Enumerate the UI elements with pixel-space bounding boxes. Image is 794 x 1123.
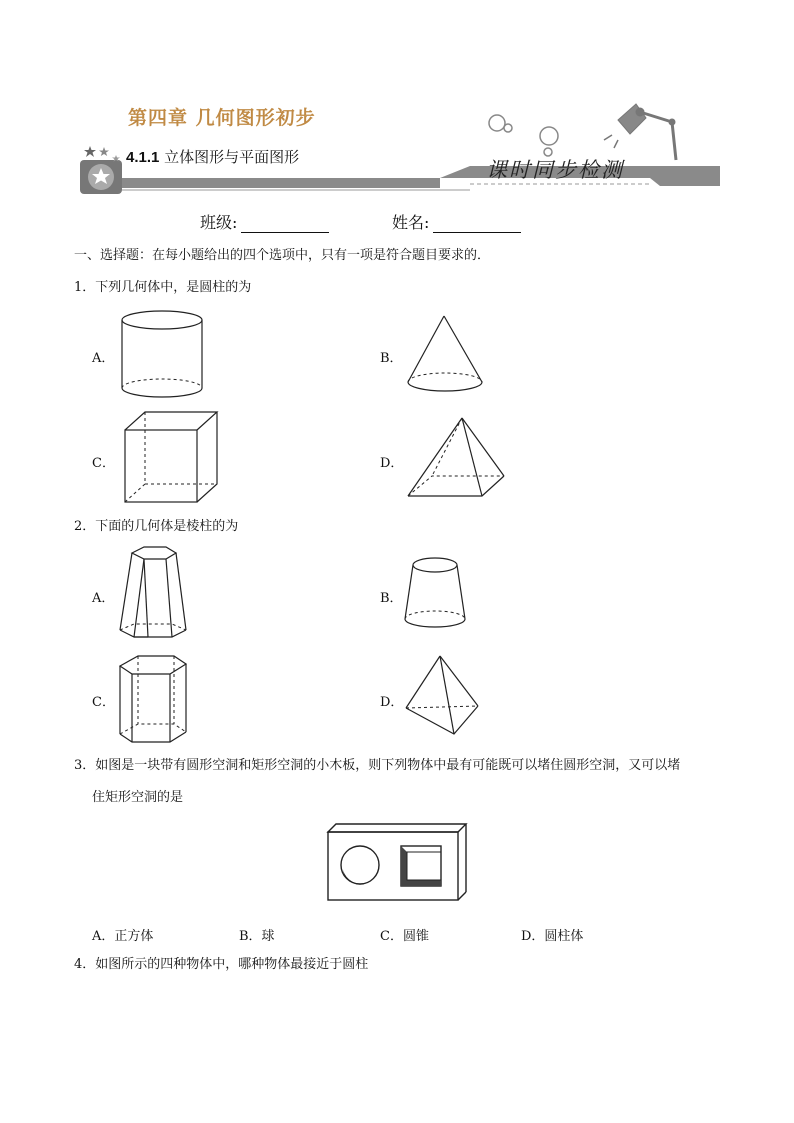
q1-option-b-label[interactable]: B． xyxy=(380,351,403,366)
desk-lamp-icon xyxy=(604,104,676,160)
header-stripe xyxy=(122,166,720,190)
q1-option-a-label[interactable]: A． xyxy=(92,351,115,366)
section-instructions: 一、选择题：在每小题给出的四个选项中，只有一项是符合题目要求的． xyxy=(74,248,491,263)
wooden-board-figure xyxy=(322,822,472,904)
q2-option-c-label[interactable]: C． xyxy=(92,695,115,710)
triangular-pyramid-figure xyxy=(402,654,486,740)
question-3-stem-line2: 住矩形空洞的是 xyxy=(92,790,184,805)
bubbles-decoration xyxy=(489,115,558,156)
banner-text: 课时同步检测 xyxy=(486,158,624,182)
class-label: 班级: xyxy=(200,213,238,232)
section-title xyxy=(126,146,299,167)
cylinder-figure xyxy=(115,308,215,400)
name-label: 姓名: xyxy=(392,213,430,232)
section-name: 立体图形与平面图形 xyxy=(164,148,300,166)
square-pyramid-figure xyxy=(404,416,514,502)
q3-option-b[interactable]: B．球 xyxy=(239,929,275,944)
class-blank[interactable] xyxy=(241,216,329,233)
frustum-prism-figure xyxy=(114,545,194,645)
class-field xyxy=(200,210,329,233)
section-number: 4.1.1 xyxy=(126,149,160,166)
q1-option-d-label[interactable]: D． xyxy=(380,456,404,471)
q3-option-d[interactable]: D．圆柱体 xyxy=(521,929,584,944)
cube-figure xyxy=(118,410,226,506)
header-decoration xyxy=(0,0,794,200)
name-blank[interactable] xyxy=(433,216,521,233)
q3-option-a[interactable]: A．正方体 xyxy=(92,929,154,944)
q1-option-c-label[interactable]: C． xyxy=(92,456,115,471)
q2-option-a-label[interactable]: A． xyxy=(92,591,115,606)
chapter-title: 第四章 几何图形初步 xyxy=(128,107,316,129)
question-3-stem-line1: 3．如图是一块带有圆形空洞和矩形空洞的小木板，则下列物体中最有可能既可以堵住圆形空洞，又可以堵 xyxy=(74,758,681,773)
q3-option-c[interactable]: C．圆锥 xyxy=(380,929,429,944)
name-field xyxy=(392,210,521,233)
frustum-cone-figure xyxy=(402,555,474,635)
question-4-stem: 4．如图所示的四种物体中，哪种物体最接近于圆柱 xyxy=(74,957,369,972)
q2-option-d-label[interactable]: D． xyxy=(380,695,404,710)
q2-option-b-label[interactable]: B． xyxy=(380,591,403,606)
star-badge-icon xyxy=(80,146,122,194)
question-1-stem: 1．下列几何体中，是圆柱的为 xyxy=(74,280,252,295)
hexagonal-prism-figure xyxy=(116,652,196,748)
cone-figure xyxy=(404,312,494,398)
question-2-stem: 2．下面的几何体是棱柱的为 xyxy=(74,519,239,534)
